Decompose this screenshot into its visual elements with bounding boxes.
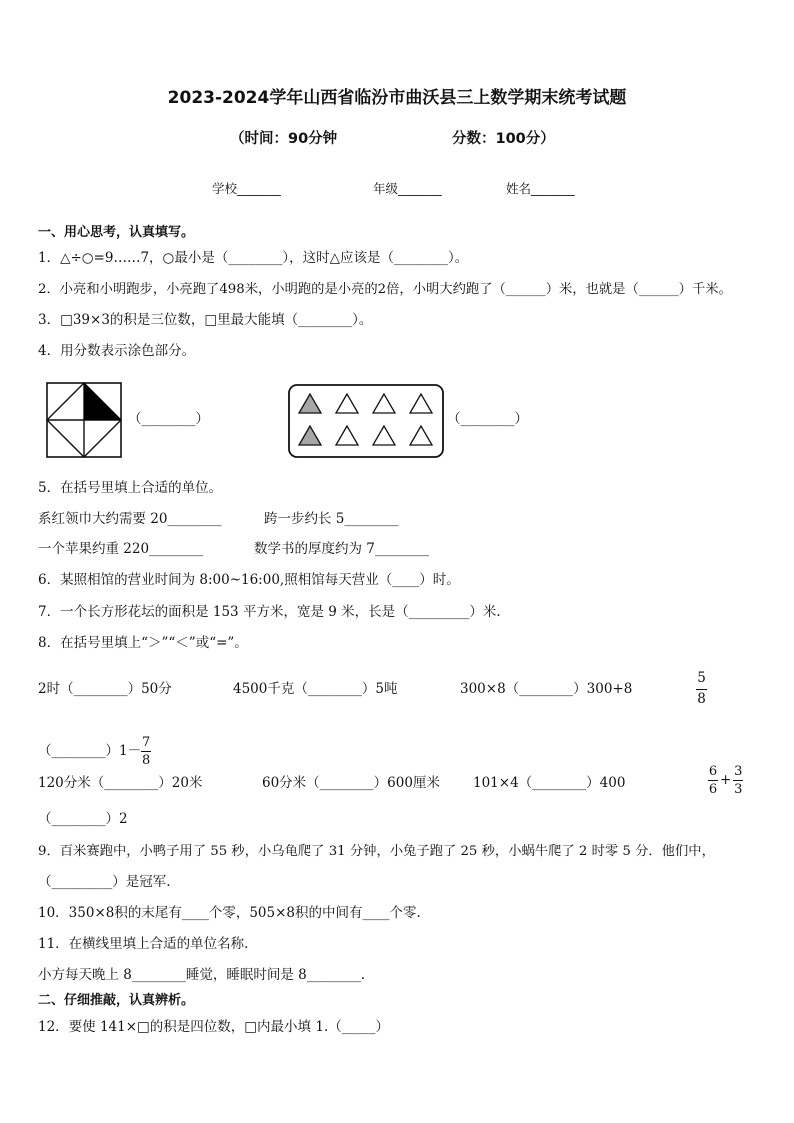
q8-item-c: 300×8（________）300+8 — [460, 681, 633, 697]
question-6: 6．某照相馆的营业时间为 8:00~16:00,照相馆每天营业（____）时。 — [38, 572, 460, 588]
q8-item-d — [38, 736, 151, 767]
fraction-denominator: 6 — [708, 782, 718, 797]
fraction-sum — [708, 765, 743, 796]
grade-field: 年级_______ — [373, 181, 442, 196]
fraction-numerator: 5 — [697, 670, 706, 686]
shaded-triangle-1 — [299, 394, 321, 413]
triangle-3 — [373, 394, 395, 413]
question-10: 10．350×8积的末尾有____个零，505×8积的中间有____个零. — [38, 905, 421, 921]
fraction-bar — [708, 780, 718, 781]
triangle-6 — [336, 426, 358, 445]
question-9-line-2: （_________）是冠军. — [38, 874, 171, 890]
q5-item-a: 系红领巾大约需要 20________ — [38, 511, 222, 527]
question-2: 2．小亮和小明跑步，小亮跑了498米，小明跑的是小亮的2倍，小明大约跑了（______）米，也就是（______）千米。 — [38, 282, 732, 297]
question-1: 1．△÷○=9……7，○最小是（________），这时△应该是（________）。 — [38, 250, 469, 266]
q8-item-h: （________）2 — [38, 811, 128, 827]
name-field: 姓名_______ — [506, 181, 575, 196]
exam-score: 分数：100分） — [452, 131, 555, 147]
question-7: 7．一个长方形花坛的面积是 153 平方米，宽是 9 米，长是（_________）米. — [38, 604, 501, 620]
section-2-heading: 二、仔细推敲，认真辨析。 — [38, 993, 195, 1008]
triangle-8 — [410, 426, 432, 445]
fraction-bar — [733, 780, 743, 781]
q8-item-d-prefix: （________）1－ — [38, 742, 142, 759]
triangles-diagram — [288, 384, 444, 458]
q8-item-b: 4500千克（________）5吨 — [233, 681, 398, 697]
q5-item-c: 一个苹果约重 220________ — [38, 541, 204, 557]
fraction-7-8 — [141, 736, 151, 767]
fraction-numerator: 7 — [141, 735, 151, 750]
fraction-3-3 — [733, 765, 743, 796]
q5-item-d: 数学书的厚度约为 7________ — [254, 541, 429, 557]
question-5: 5．在括号里填上合适的单位。 — [38, 480, 223, 496]
fraction-bar — [696, 689, 707, 690]
school-field: 学校_______ — [212, 181, 281, 196]
page-title: 2023-2024学年山西省临汾市曲沃县三上数学期末统考试题 — [167, 88, 627, 108]
fraction-5-8 — [696, 672, 707, 706]
question-4: 4．用分数表示涂色部分。 — [38, 343, 196, 359]
fraction-denominator: 8 — [141, 753, 151, 768]
q8-item-f: 60分米（________）600厘米 — [262, 775, 440, 791]
triangle-7 — [373, 426, 395, 445]
fraction-bar — [141, 751, 151, 752]
question-3: 3．□39×3的积是三位数，□里最大能填（________）。 — [38, 312, 373, 328]
question-12: 12．要使 141×□的积是四位数，□内最小填 1.（_____） — [38, 1019, 389, 1035]
q4-blank-2[interactable]: （________） — [447, 411, 528, 427]
q8-item-g: 101×4（________）400 — [473, 775, 626, 791]
question-9-line-1: 9．百米赛跑中，小鸭子用了 55 秒，小乌龟爬了 31 分钟，小兔子跑了 25 秒，小蜗牛爬了 2 时零 5 分．他们中， — [38, 844, 715, 859]
q8-item-a: 2时（________）50分 — [38, 681, 172, 697]
square-diagram — [46, 382, 122, 458]
question-8: 8．在括号里填上“＞”“＜”或“=”。 — [38, 635, 248, 651]
shaded-triangle-5 — [299, 426, 321, 445]
q8-item-e: 120分米（________）20米 — [38, 775, 203, 791]
exam-time: （时间：90分钟 — [230, 131, 338, 147]
fraction-6-6 — [708, 765, 718, 796]
triangle-2 — [336, 394, 358, 413]
fraction-numerator: 3 — [734, 764, 743, 779]
q11-item-a: 小方每天晚上 8________睡觉，睡眠时间是 8________. — [38, 967, 366, 983]
q4-blank-1[interactable]: （________） — [128, 411, 209, 427]
question-11: 11．在横线里填上合适的单位名称. — [38, 936, 249, 952]
q5-item-b: 跨一步约长 5________ — [264, 511, 399, 527]
fraction-denominator: 8 — [697, 690, 706, 707]
plus-sign: + — [720, 771, 732, 788]
triangle-4 — [410, 394, 432, 413]
fraction-numerator: 6 — [708, 764, 718, 779]
section-1-heading: 一、用心思考，认真填写。 — [38, 225, 195, 240]
fraction-denominator: 3 — [734, 782, 743, 797]
